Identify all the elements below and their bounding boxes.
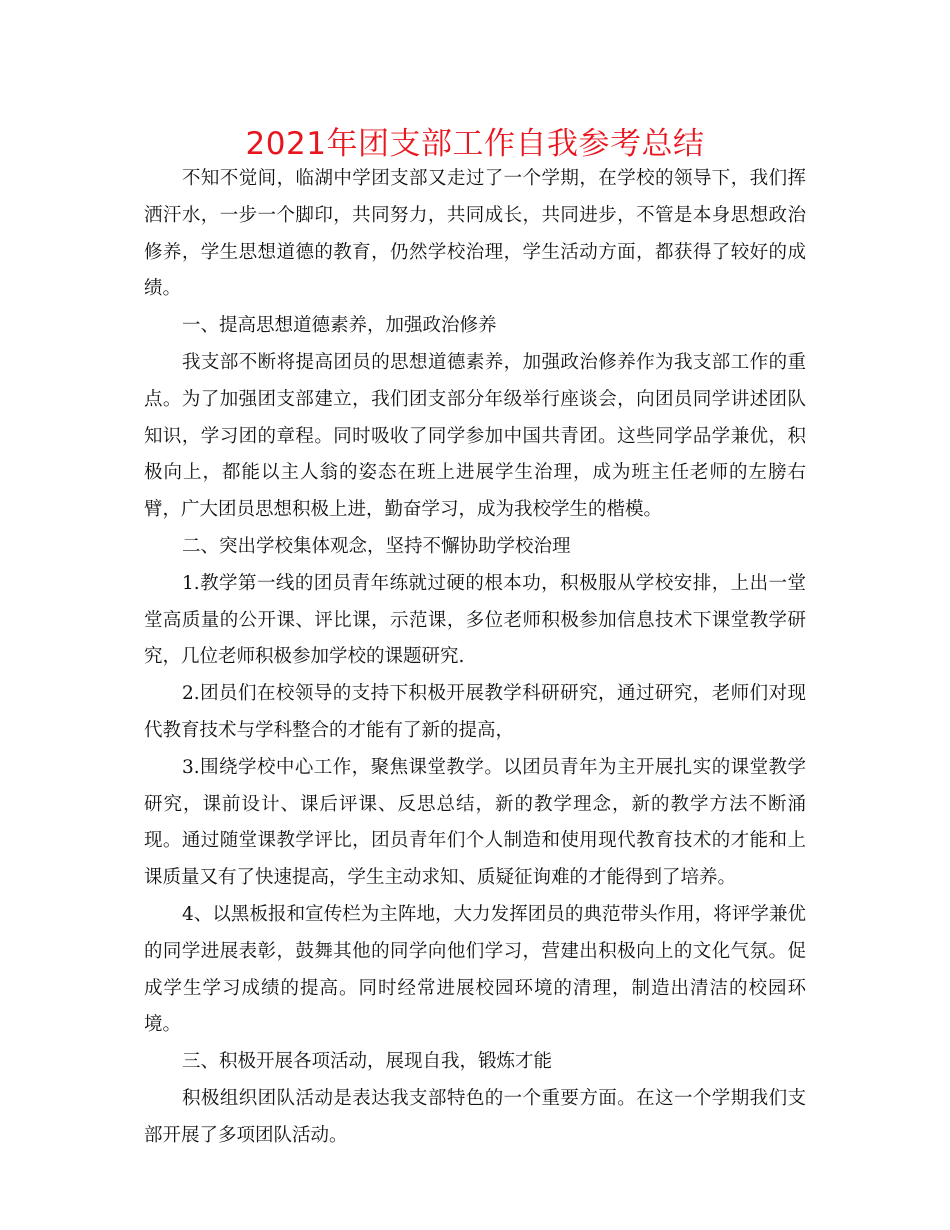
paragraph-item-2: 2.团员们在校领导的支持下积极开展教学科研研究，通过研究，老师们对现代教育技术与学科整合的才能有了新的提高， — [144, 683, 806, 741]
document-body — [144, 161, 806, 1155]
paragraph-item-3: 3.围绕学校中心工作，聚焦课堂教学。以团员青年为主开展扎实的课堂教学研究，课前设计、课后评课、反思总结，新的教学理念，新的教学方法不断涌现。通过随堂课教学评比，团员青年们个人制造和使用现代教育技术的才能和上课质量又有了快速提高，学生主动求知、质疑征询难的才能得到了培养。 — [144, 756, 806, 889]
paragraph-section-3: 积极组织团队活动是表达我支部特色的一个重要方面。在这一个学期我们支部开展了多项团队活动。 — [144, 1087, 806, 1146]
paragraph-item-1: 1.教学第一线的团员青年练就过硬的根本功，积极服从学校安排，上出一堂堂高质量的公开课、评比课，示范课，多位老师积极参加信息技术下课堂教学研究，几位老师积极参加学校的课题研究. — [144, 572, 806, 668]
paragraph-item-4: 4、以黑板报和宣传栏为主阵地，大力发挥团员的典范带头作用，将评学兼优的同学进展表彰，鼓舞其他的同学向他们学习，营建出积极向上的文化气氛。促成学生学习成绩的提高。同时经常进展校园环境的清理，制造出清洁的校园环境。 — [144, 903, 806, 1036]
section-heading-2: 二、突出学校集体观念，坚持不懈协助学校治理 — [182, 535, 571, 557]
section-heading-1: 一、提高思想道德素养，加强政治修养 — [182, 315, 497, 337]
document-title: 2021年团支部工作自我参考总结 — [245, 126, 705, 162]
paragraph-intro: 不知不觉间，临湖中学团支部又走过了一个学期，在学校的领导下，我们挥洒汗水，一步一个脚印，共同努力，共同成长，共同进步，不管是本身思想政治修养，学生思想道德的教育，仍然学校治理，学生活动方面，都获得了较好的成绩。 — [144, 168, 806, 300]
paragraph-section-1: 我支部不断将提高团员的思想道德素养，加强政治修养作为我支部工作的重点。为了加强团支部建立，我们团支部分年级举行座谈会，向团员同学讲述团队知识，学习团的章程。同时吸收了同学参加中国共青团。这些同学品学兼优，积极向上，都能以主人翁的姿态在班上进展学生治理，成为班主任老师的左膀右臂，广大团员思想积极上进，勤奋学习，成为我校学生的楷模。 — [144, 351, 806, 521]
section-heading-3: 三、积极开展各项活动，展现自我，锻炼才能 — [182, 1051, 553, 1073]
